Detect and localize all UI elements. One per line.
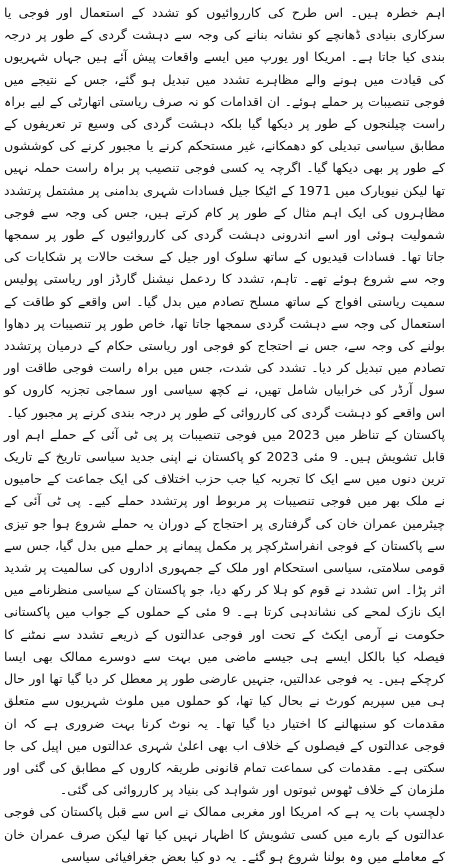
paragraph-pakistan-may-9: پاکستان کے تناظر میں 2023 میں فوجی تنصیبات پر پی ٹی آئی کے حملے اہم اور قابل تشویش ہیں۔ 9 مئی 2023 کو پاکستان نے اپنی جدید سیاسی تاریخ کے تاریک ترین دنوں میں سے ایک کا تجربہ کیا جب حزب اختلاف کی ایک جماعت کے حامیوں نے ملک بھر میں فوجی تنصیبات پر مربوط اور پرتشدد حملے کیے۔ پی ٹی آئی کے چیئرمین عمران خان کی گرفتاری پر احتجاج کے دوران یہ حملے شروع ہوا جو تیزی سے پاکستان کے فوجی انفراسٹرکچر پر مکمل پیمانے پر حملے میں بدل گیا، جس سے قومی سلامتی، سیاسی استحکام اور ملک کے جمہوری اداروں کی سالمیت پر شدید اثر پڑا۔ اس تشدد نے قوم کو ہلا کر رکھ دیا، جو پاکستان کے سیاسی منظرنامے میں ایک نازک لمحے کی نشاندہی کرتا ہے۔ 9 مئی کے حملوں کے جواب میں پاکستانی حکومت نے آرمی ایکٹ کے تحت اور فوجی عدالتوں کے ذریعے تشدد سے نمٹنے کا فیصلہ کیا بالکل ایسے ہی جیسے ماضی میں بہت سے دوسرے ممالک بھی ایسا کرچکے ہیں۔ یہ فوجی عدالتیں، جنہیں عارضی طور پر معطل کر دیا گیا تھا اور حال ہی میں سپریم کورٹ نے بحال کیا تھا، کو حملوں میں ملوث شہریوں سے متعلق مقدمات کو سنبھالنے کا اختیار دیا گیا تھا۔ یہ نوٹ کرنا بہت ضروری ہے کہ ان فوجی عدالتوں کے فیصلوں کے خلاف اب بھی اعلیٰ شہری عدالتوں میں اپیل کی جا سکتی ہے۔ مقدمات کی سماعت تمام قانونی طریقہ کاروں کے مطابق کی گئی اور ملزمان کے خلاف ٹھوس ثبوتوں اور شواہد کی بنیاد پر کارروائی کی گئی۔ — [3, 426, 446, 798]
paragraph-militant-attacks: اہم خطرہ ہیں۔ اس طرح کی کارروائیوں کو تشدد کے استعمال اور فوجی یا سرکاری بنیادی ڈھانچے کو نشانہ بنانے کی وجہ سے دہشت گردی کے طور پر درجہ بندی کیا جاتا ہے۔ امریکا اور یورپ میں ایسے واقعات پیش آئے ہیں جہاں شہریوں کی قیادت میں ہونے والے مظاہرے تشدد میں تبدیل ہو گئے، جس کے نتیجے میں فوجی تنصیبات پر حملے ہوئے۔ ان اقدامات کو نہ صرف ریاستی اتھارٹی کے لیے براہ راست چیلنجوں کے طور پر دیکھا گیا بلکہ دہشت گردی کی وسیع تر تعریفوں کے مطابق سیاسی تبدیلی کو دھمکانے، غیر مستحکم کرنے یا مجبور کرنے کی کوششوں کے طور پر بھی دیکھا گیا۔ اگرچہ یہ کسی فوجی تنصیب پر براہ راست حملہ نہیں تھا لیکن نیویارک میں 1971 کے اٹیکا جیل فسادات شہری بدامنی پر مشتمل پرتشدد مظاہروں کی ایک اہم مثال کے طور پر کام کرتے ہیں، جس کی وجہ سے فوجی شمولیت ہوئی اور اسے اندرونی دہشت گردی کی کارروائیوں کے طور پر سمجھا جاتا تھا۔ فسادات قیدیوں کے ساتھ سلوک اور جیل کے سخت حالات پر شکایات کی وجہ سے شروع ہوئے تھے۔ تاہم، تشدد کا ردعمل نیشنل گارڈز اور ریاستی پولیس سمیت ریاستی افواج کے ساتھ مسلح تصادم میں بدل گیا۔ اس واقعے کو طاقت کے استعمال کی وجہ سے دہشت گردی سمجھا جاتا تھا، خاص طور پر تنصیبات پر دھاوا بولنے کی وجہ سے، جس نے احتجاج کو فوجی اور ریاستی حکام کے درمیان پرتشدد تصادم میں تبدیل کر دیا۔ تشدد کی شدت، جس میں براہ راست فوجی طاقت اور سول آرڈر کی خرابیاں شامل تھیں، نے کچھ سیاسی اور سماجی تجزیہ کاروں کو اس واقعے کو دہشت گردی کی کارروائی کے طور پر درجہ بندی کرنے پر مجبور کیا۔ — [4, 5, 445, 420]
paragraph-western-concern: دلچسپ بات یہ ہے کہ امریکا اور مغربی ممالک نے اس سے قبل پاکستان کی فوجی عدالتوں کے بارے میں کسی تشویش کا اظہار نہیں کیا تھا لیکن صرف عمران خان کے معاملے میں وہ بولنا شروع ہو گئے۔ یہ دو کیا بعض جغرافیائی سیاسی — [4, 804, 445, 864]
